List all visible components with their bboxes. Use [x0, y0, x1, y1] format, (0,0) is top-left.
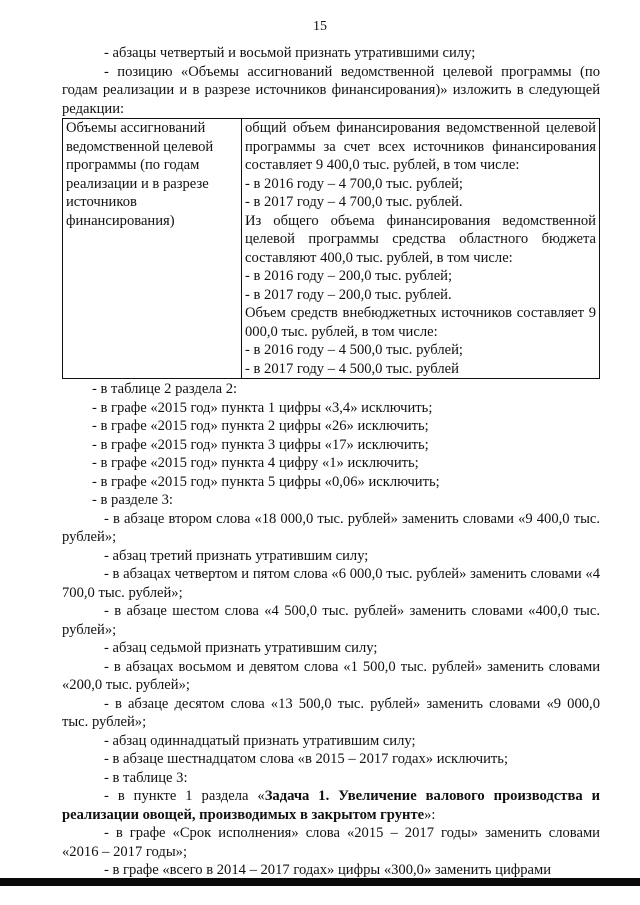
table-line: - в 2017 году – 4 700,0 тыс. рублей.	[245, 194, 463, 210]
task-suffix: »:	[424, 806, 436, 823]
table-line: Объем средств внебюджетных источников составляет 9 000,0 тыс. рублей, в том числе:	[245, 305, 596, 340]
page-number: 15	[313, 19, 327, 34]
paragraph: - в графе «2015 год» пункта 2 цифры «26» исключить;	[92, 418, 429, 434]
table-line: - в 2016 году – 4 700,0 тыс. рублей;	[245, 175, 463, 192]
paragraph: - в графе «всего в 2014 – 2017 годах» цифры «300,0» заменить цифрами	[104, 862, 552, 878]
table-line: - в 2017 году – 4 500,0 тыс. рублей	[245, 360, 459, 377]
paragraph: - в таблице 3:	[104, 769, 188, 786]
paragraph: - абзацы четвертый и восьмой признать утратившими силу;	[104, 45, 476, 61]
paragraph: - в графе «2015 год» пункта 4 цифру «1» исключить;	[92, 455, 419, 471]
paragraph: - позицию «Объемы ассигнований ведомственной целевой программы (по годам реализации и в разрезе источников финансирования)» изложить в следующей редакции:	[62, 63, 600, 117]
paragraph: - в абзацах четвертом и пятом слова «6 000,0 тыс. рублей» заменить словами «4 700,0 тыс. рублей»;	[62, 566, 600, 601]
paragraph: - абзац седьмой признать утратившим силу;	[104, 640, 378, 656]
scan-edge-bar	[0, 878, 640, 886]
paragraph: - в графе «2015 год» пункта 5 цифры «0,06» исключить;	[92, 473, 440, 490]
paragraph: - в таблице 2 раздела 2:	[92, 381, 238, 397]
table-line: Из общего объема финансирования ведомственной целевой программы средства областного бюджета составляют 400,0 тыс. рублей, в том числе:	[245, 212, 596, 266]
paragraph: - в абзаце шестом слова «4 500,0 тыс. рублей» заменить словами «400,0 тыс. рублей»;	[62, 603, 600, 638]
table-line: - в 2016 году – 200,0 тыс. рублей;	[245, 268, 453, 284]
table-line: - в 2016 году – 4 500,0 тыс. рублей;	[245, 342, 463, 358]
table-left-cell: Объемы ассигнований ведомственной целевой программы (по годам реализации и в разрезе источников финансирования)	[63, 119, 242, 379]
document-body	[62, 44, 600, 880]
paragraph: - в абзацах восьмом и девятом слова «1 500,0 тыс. рублей» заменить словами «200,0 тыс. рублей»;	[62, 658, 600, 693]
paragraph: - в абзаце втором слова «18 000,0 тыс. рублей» заменить словами «9 400,0 тыс. рублей»;	[62, 510, 600, 545]
table-line: - в 2017 году – 200,0 тыс. рублей.	[245, 286, 452, 303]
funding-table	[62, 118, 600, 379]
paragraph: - в графе «2015 год» пункта 3 цифры «17» исключить;	[92, 436, 429, 453]
paragraph: - в графе «Срок исполнения» слова «2015 – 2017 годы» заменить словами «2016 – 2017 годы»;	[62, 825, 600, 860]
task-title: Задача 1. Увеличение валового производства и реализации овощей, производимых в закрытом грунте	[62, 788, 600, 823]
paragraph: - в графе «2015 год» пункта 1 цифры «3,4» исключить;	[92, 399, 433, 416]
table-line: общий объем финансирования ведомственной целевой программы за счет всех источников финансирования составляет 9 400,0 тыс. рублей, в том числе:	[245, 120, 596, 173]
paragraph: - абзац одиннадцатый признать утратившим силу;	[104, 732, 416, 749]
table-right-cell	[242, 119, 600, 379]
task-paragraph	[62, 787, 600, 824]
paragraph: - в абзаце десятом слова «13 500,0 тыс. рублей» заменить словами «9 000,0 тыс. рублей»;	[62, 695, 600, 730]
paragraph: - абзац третий признать утратившим силу;	[104, 547, 369, 564]
paragraph: - в абзаце шестнадцатом слова «в 2015 – 2017 годах» исключить;	[104, 751, 508, 767]
task-prefix: - в пункте 1 раздела «	[104, 788, 265, 804]
paragraph: - в разделе 3:	[92, 492, 173, 508]
